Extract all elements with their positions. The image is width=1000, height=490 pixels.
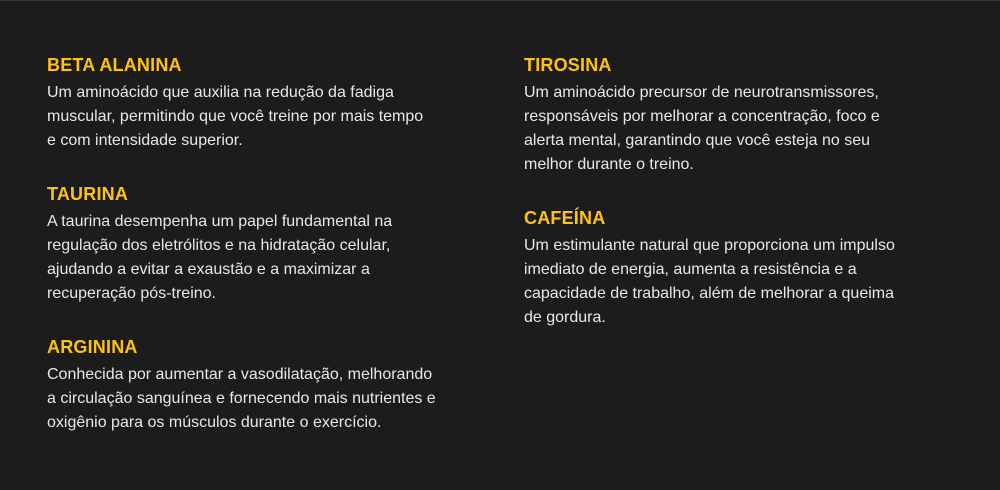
description-line: Um aminoácido precursor de neurotransmissores, [524,84,879,101]
description-line: imediato de energia, aumenta a resistência e a [524,261,857,278]
ingredient-description [524,81,964,177]
ingredient-arginina [47,335,487,435]
description-line: melhor durante o treino. [524,156,694,173]
description-line: Um aminoácido que auxilia na redução da fadiga [47,84,394,101]
description-line: responsáveis por melhorar a concentração, foco e [524,108,880,125]
description-line: A taurina desempenha um papel fundamental na [47,213,393,230]
ingredients-column-right [524,53,964,359]
description-line: a circulação sanguínea e fornecendo mais nutrientes e [47,390,436,407]
ingredient-tirosina [524,53,964,177]
ingredients-column-left [47,53,487,464]
description-line: alerta mental, garantindo que você esteja no seu [524,132,871,149]
ingredient-title: BETA ALANINA [47,55,182,75]
description-line: ajudando a evitar a exaustão e a maximizar a [47,261,370,278]
ingredient-description [47,363,487,435]
description-line: de gordura. [524,309,606,326]
description-line: capacidade de trabalho, além de melhorar a queima [524,285,895,302]
ingredient-cafeina [524,206,964,330]
description-line: Um estimulante natural que proporciona um impulso [524,237,895,254]
ingredient-title: TAURINA [47,184,129,204]
description-line: Conhecida por aumentar a vasodilatação, melhorando [47,366,433,383]
description-line: recuperação pós-treino. [47,285,216,302]
description-line: regulação dos eletrólitos e na hidratação celular, [47,237,391,254]
ingredient-title: CAFEÍNA [524,208,606,228]
ingredient-description [47,81,487,153]
ingredient-taurina [47,182,487,306]
ingredient-description [524,234,964,330]
ingredient-title: TIROSINA [524,55,612,75]
description-line: e com intensidade superior. [47,132,243,149]
ingredient-beta-alanina [47,53,487,153]
description-line: muscular, permitindo que você treine por mais tempo [47,108,424,125]
ingredient-description [47,210,487,306]
ingredient-title: ARGININA [47,337,138,357]
description-line: oxigênio para os músculos durante o exercício. [47,414,382,431]
